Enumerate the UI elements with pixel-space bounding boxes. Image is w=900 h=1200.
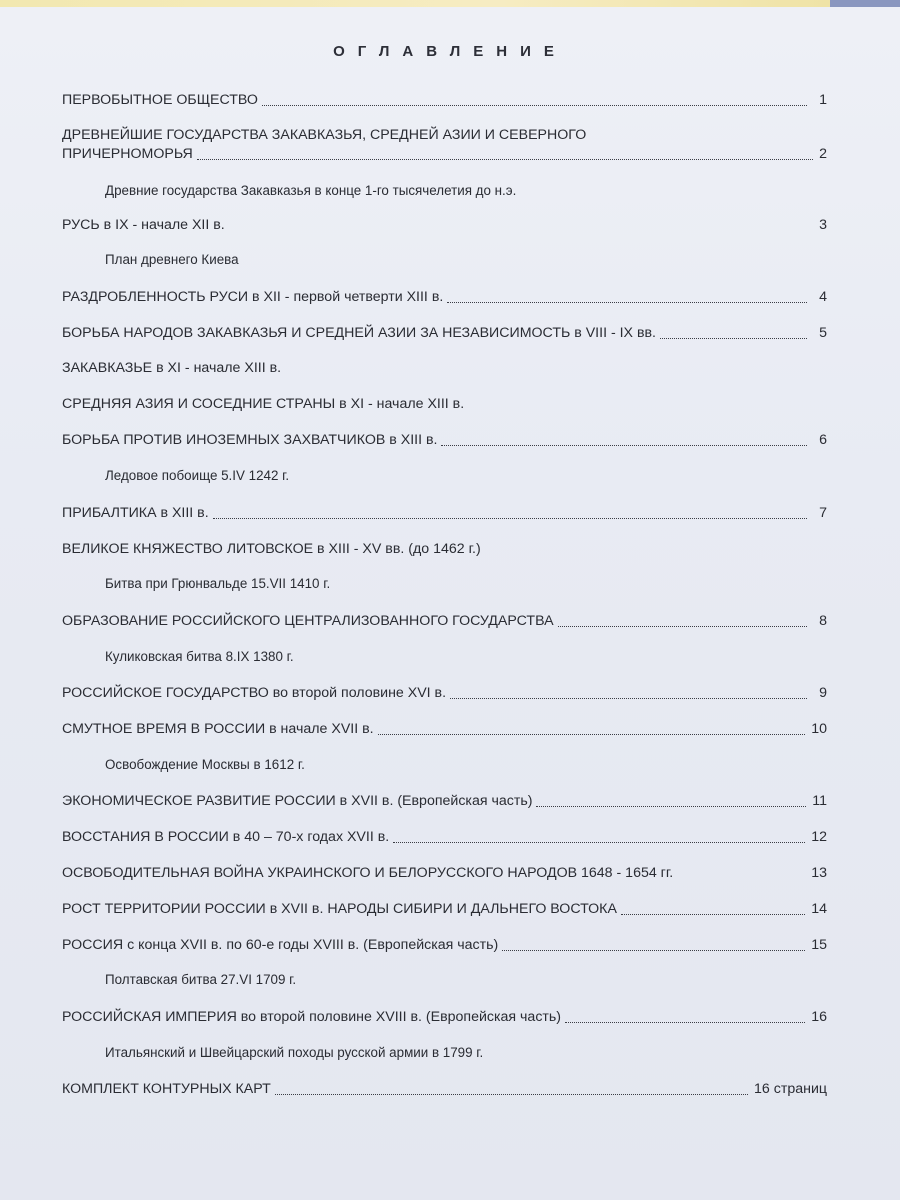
toc-entry-text: КОМПЛЕКТ КОНТУРНЫХ КАРТ — [62, 1081, 271, 1097]
toc-entry-text: ПЕРВОБЫТНОЕ ОБЩЕСТВО — [62, 92, 258, 108]
dot-leader — [393, 842, 805, 843]
toc-entry-page: 9 — [819, 685, 827, 701]
toc-entry — [62, 792, 827, 811]
toc-entry — [62, 540, 827, 559]
toc-entry — [62, 612, 827, 631]
toc-entry-text-line2: ПРИЧЕРНОМОРЬЯ — [62, 146, 193, 162]
toc-entry — [62, 720, 827, 739]
dot-leader — [447, 302, 807, 303]
dot-leader — [378, 734, 806, 735]
toc-entry — [62, 504, 827, 523]
toc-entry — [62, 1080, 827, 1099]
toc-entry — [62, 828, 827, 847]
toc-entry-text: ОСВОБОДИТЕЛЬНАЯ ВОЙНА УКРАИНСКОГО И БЕЛОРУССКОГО НАРОДОВ 1648 - 1654 гг. — [62, 865, 674, 881]
toc-entry — [62, 936, 827, 955]
toc-entry-text: ЭКОНОМИЧЕСКОЕ РАЗВИТИЕ РОССИИ в XVII в. (Европейская часть) — [62, 793, 533, 809]
toc-subentry: План древнего Киева — [105, 252, 239, 267]
toc-subentry: Освобождение Москвы в 1612 г. — [105, 757, 305, 772]
toc-entry — [62, 395, 827, 414]
toc-entry — [62, 324, 827, 343]
toc-entry-text: РОСТ ТЕРРИТОРИИ РОССИИ в XVII в. НАРОДЫ СИБИРИ И ДАЛЬНЕГО ВОСТОКА — [62, 901, 617, 917]
toc-entry-text: РОССИЯ с конца XVII в. по 60-е годы XVIII в. (Европейская часть) — [62, 937, 499, 953]
toc-entry — [62, 431, 827, 450]
toc-entry-page: 7 — [819, 505, 827, 521]
toc-entry-page: 12 — [811, 829, 827, 845]
toc-entry-page: 6 — [819, 432, 827, 448]
dot-leader — [565, 1022, 805, 1023]
dot-leader — [197, 159, 813, 160]
toc-subentry: Ледовое побоище 5.IV 1242 г. — [105, 468, 290, 483]
toc-entry-text: ПРИБАЛТИКА в XIII в. — [62, 505, 209, 521]
toc-entry-page: 10 — [811, 721, 827, 737]
toc-entry-page: 1 — [819, 92, 827, 108]
toc-entry-text: РОССИЙСКОЕ ГОСУДАРСТВО во второй половине XVI в. — [62, 685, 447, 701]
dot-leader — [621, 914, 805, 915]
toc-entry-page: 13 — [811, 865, 827, 881]
toc-entry-page: 16 страниц — [754, 1081, 827, 1097]
top-cover-strip — [0, 0, 830, 7]
dot-leader — [262, 105, 807, 106]
toc-entry-text: СМУТНОЕ ВРЕМЯ В РОССИИ в начале XVII в. — [62, 721, 374, 737]
toc-entry-text: РАЗДРОБЛЕННОСТЬ РУСИ в XII - первой четверти XIII в. — [62, 289, 444, 305]
toc-entry — [62, 900, 827, 919]
dot-leader — [660, 338, 807, 339]
toc-entry-text: БОРЬБА ПРОТИВ ИНОЗЕМНЫХ ЗАХВАТЧИКОВ в XIII в. — [62, 432, 438, 448]
dot-leader — [275, 1094, 748, 1095]
toc-entry-text: БОРЬБА НАРОДОВ ЗАКАВКАЗЬЯ И СРЕДНЕЙ АЗИИ ЗА НЕЗАВИСИМОСТЬ в VIII - IX вв. — [62, 325, 656, 341]
dot-leader — [502, 950, 805, 951]
toc-entry — [62, 1008, 827, 1027]
dot-leader — [536, 806, 806, 807]
toc-entry-text-line1: ДРЕВНЕЙШИЕ ГОСУДАРСТВА ЗАКАВКАЗЬЯ, СРЕДНЕЙ АЗИИ И СЕВЕРНОГО — [62, 127, 587, 143]
dot-leader — [558, 626, 807, 627]
dot-leader — [213, 518, 807, 519]
toc-entry-text: ОБРАЗОВАНИЕ РОССИЙСКОГО ЦЕНТРАЛИЗОВАННОГО ГОСУДАРСТВА — [62, 613, 554, 629]
toc-entry-page: 2 — [819, 146, 827, 162]
dot-leader — [450, 698, 807, 699]
toc-subentry: Куликовская битва 8.IX 1380 г. — [105, 649, 294, 664]
top-cover-strip-accent — [830, 0, 900, 7]
toc-entry-text: СРЕДНЯЯ АЗИЯ И СОСЕДНИЕ СТРАНЫ в XI - начале XIII в. — [62, 396, 465, 412]
toc-subentry: Полтавская битва 27.VI 1709 г. — [105, 972, 297, 987]
toc-entry-page: 14 — [811, 901, 827, 917]
toc-entry-page: 8 — [819, 613, 827, 629]
toc-entry-text: ВОССТАНИЯ В РОССИИ в 40 – 70-х годах XVII в. — [62, 829, 390, 845]
toc-entry-text: РУСЬ в IX - начале XII в. — [62, 217, 225, 233]
toc-entry — [62, 91, 827, 110]
toc-entry — [62, 126, 827, 164]
toc-entry — [62, 216, 827, 235]
toc-entry-text: ВЕЛИКОЕ КНЯЖЕСТВО ЛИТОВСКОЕ в XIII - XV вв. (до 1462 г.) — [62, 541, 481, 557]
toc-subentry: Итальянский и Швейцарский походы русской армии в 1799 г. — [105, 1045, 484, 1060]
dot-leader — [441, 445, 807, 446]
toc-entry — [62, 359, 827, 378]
toc-entry-page: 15 — [811, 937, 827, 953]
toc-entry-text: РОССИЙСКАЯ ИМПЕРИЯ во второй половине XVIII в. (Европейская часть) — [62, 1009, 562, 1025]
toc-entry-page: 4 — [819, 289, 827, 305]
toc-entry — [62, 864, 827, 883]
toc-entry-page: 5 — [819, 325, 827, 341]
toc-entry-text: ЗАКАВКАЗЬЕ в XI - начале XIII в. — [62, 360, 282, 376]
page-title: ОГЛАВЛЕНИЕ — [333, 43, 567, 60]
toc-subentry: Древние государства Закавказья в конце 1-го тысячелетия до н.э. — [105, 183, 517, 198]
toc-entry — [62, 288, 827, 307]
toc-entry-page: 16 — [811, 1009, 827, 1025]
toc-entry — [62, 684, 827, 703]
toc-subentry: Битва при Грюнвальде 15.VII 1410 г. — [105, 576, 331, 591]
toc-entry-page: 11 — [812, 793, 827, 809]
toc-entry-page: 3 — [819, 217, 827, 233]
